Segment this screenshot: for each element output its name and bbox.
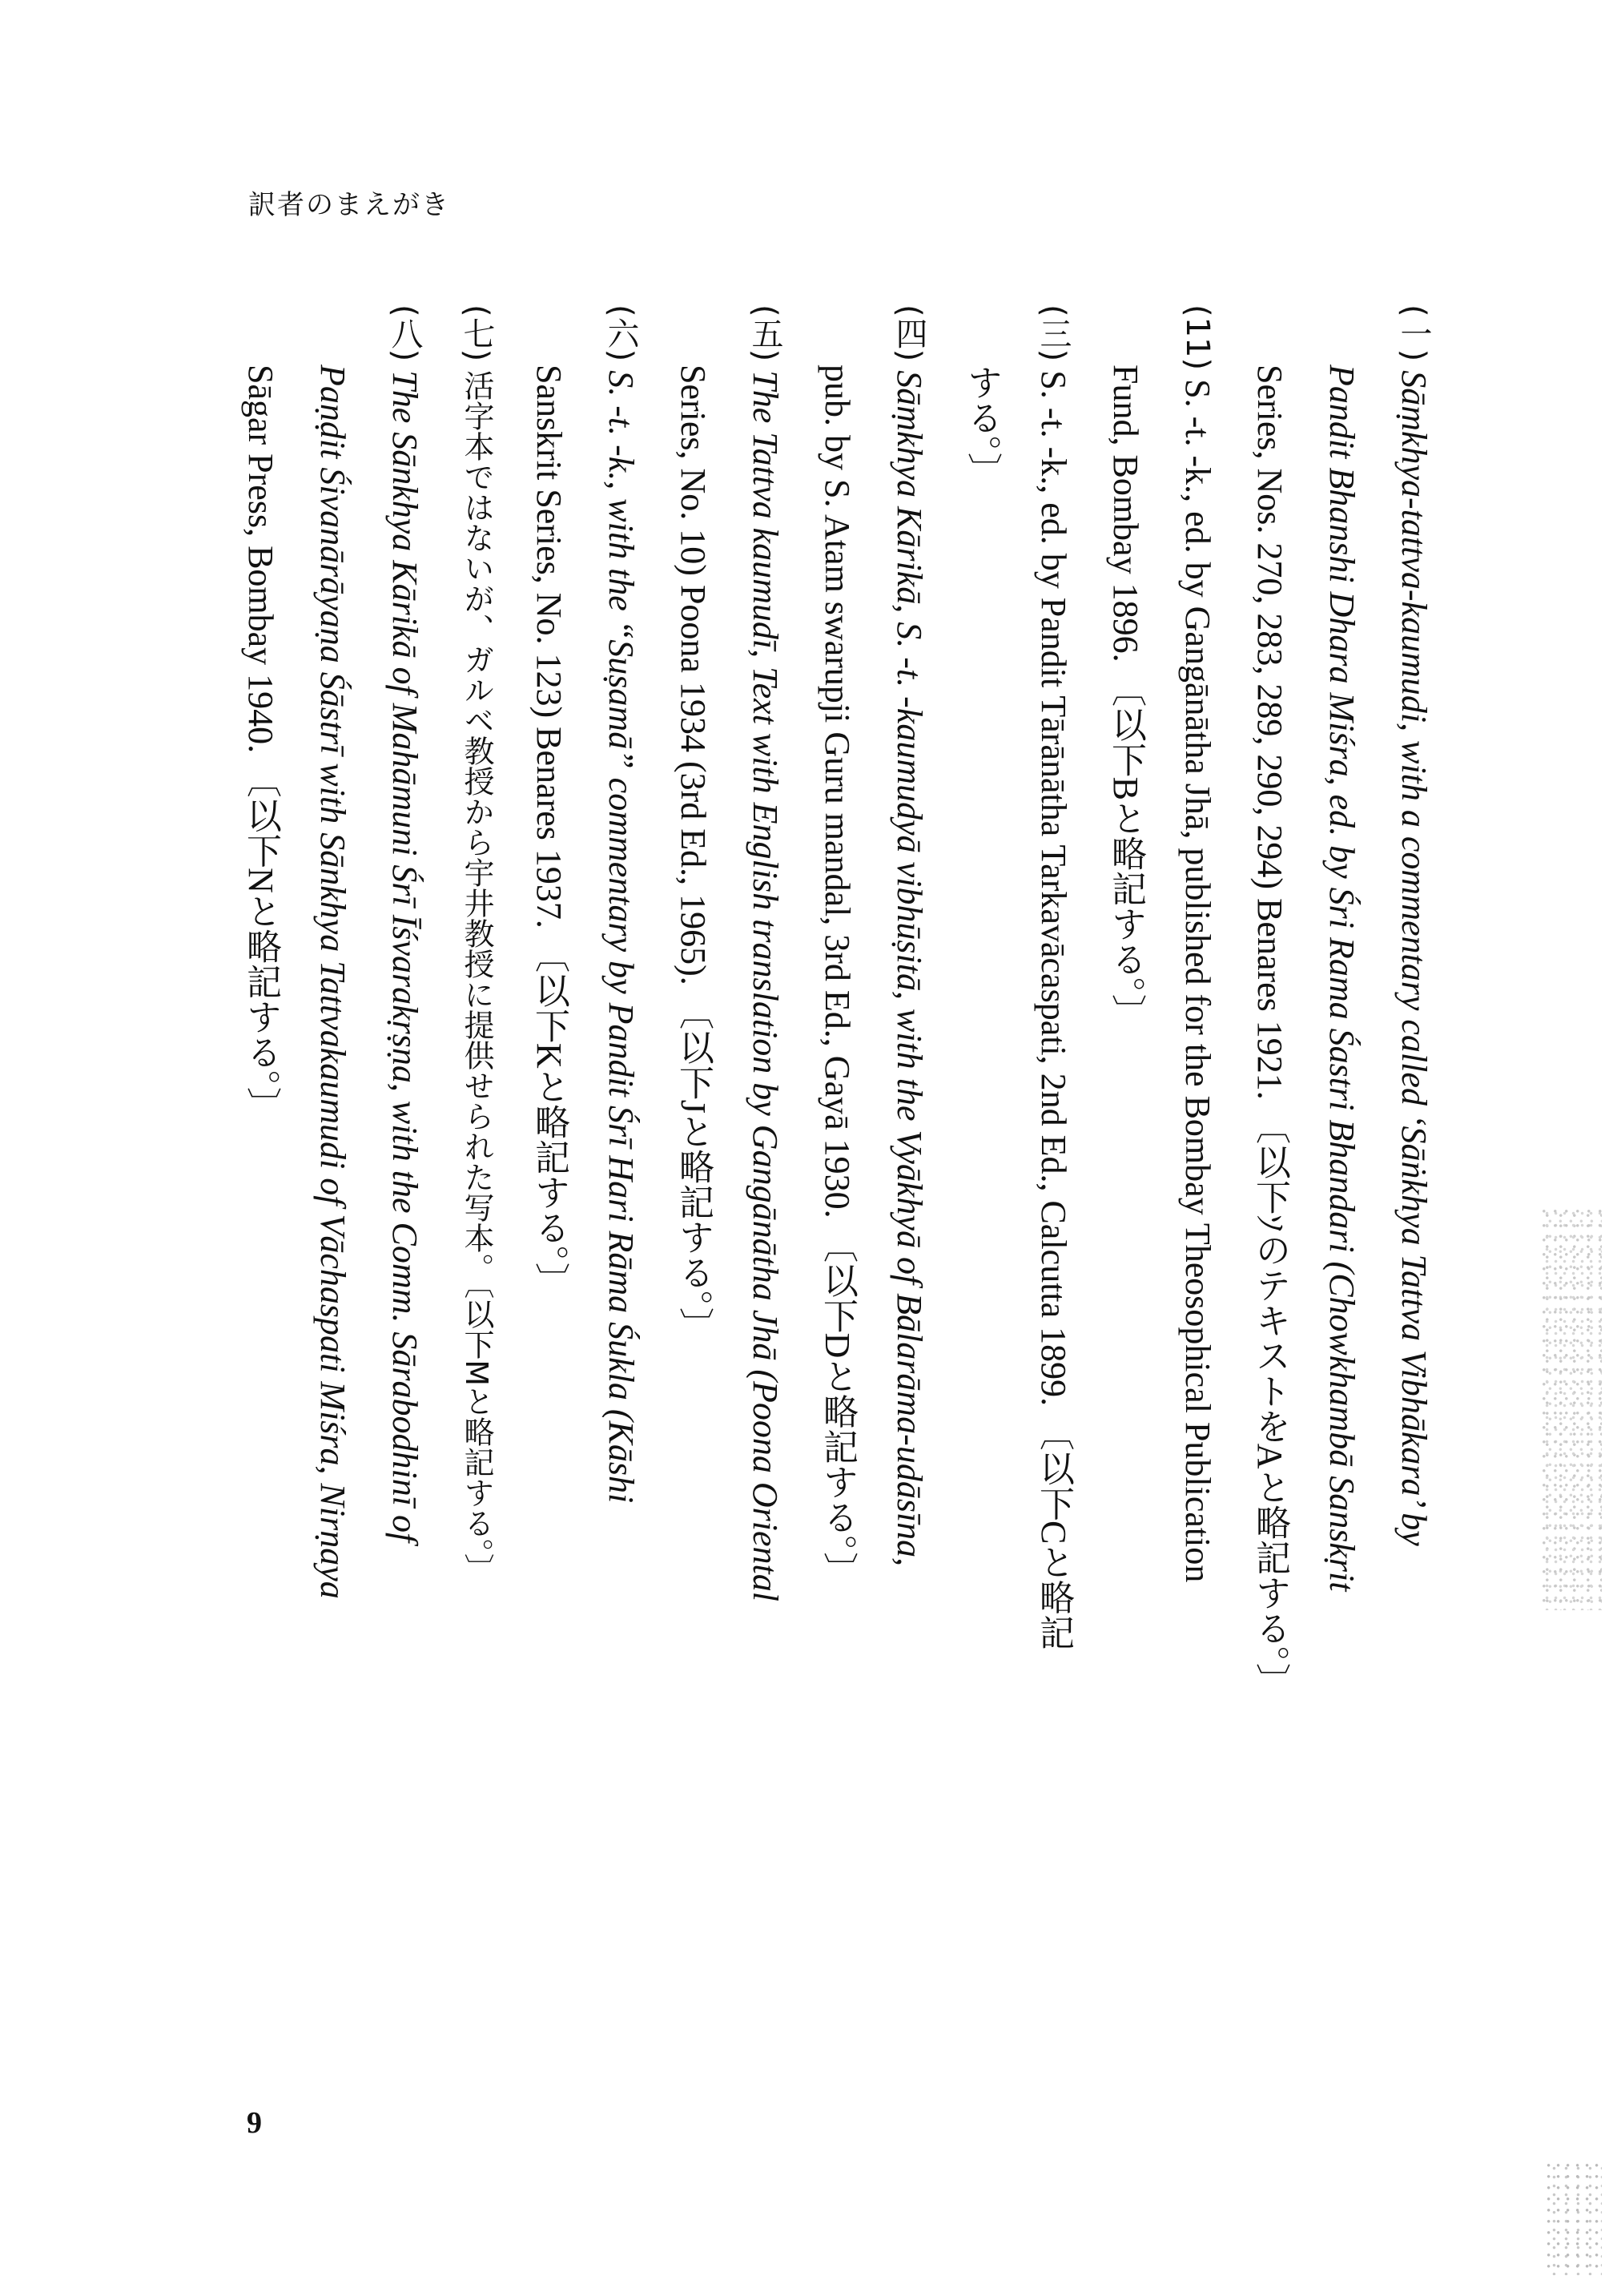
reference-column-8 <box>881 304 937 2115</box>
reference-text: S. -t. -k., ed. by Gangānātha Jhā, published for the Bombay Theosophical Publication <box>1178 379 1217 1583</box>
reference-text: The Sānkhya Kārikā of Mahāmuni Śrī Īśvarakṛṣṇa, with the Comm. Sārabodhinī of <box>385 370 424 1543</box>
reference-column-5 <box>1097 365 1153 2175</box>
reference-column-2 <box>1313 365 1370 2175</box>
reference-text: Fund, Bombay 1896. 〔以下Bと略記する。〕 <box>1106 365 1145 1029</box>
reference-text: Sāgar Press, Bombay 1940. 〔以下Nと略記する。〕 <box>241 365 280 1122</box>
reference-column-17 <box>232 365 288 2175</box>
reference-text: Sāṃkhya Kārikā, S. -t. -kaumudyā vibhūṣitā, with the Vyākhyā of Bālarāma-udāsīna, <box>890 370 929 1567</box>
reference-text: Series, No. 10) Poona 1934 (3rd Ed., 1965). 〔以下Jと略記する。〕 <box>674 365 713 1343</box>
scan-artifact <box>1546 2163 1602 2275</box>
reference-number: (四) <box>891 304 927 362</box>
reference-column-14 <box>448 304 505 2115</box>
reference-text: する。〕 <box>962 365 1001 488</box>
reference-column-12 <box>593 304 649 2115</box>
reference-text: S. -t. -k., with the “Suṣamā” commentary by Pandit Śrī Hari Rāma Śukla (Kāshi <box>601 370 641 1504</box>
reference-column-6 <box>1025 304 1081 2115</box>
reference-column-1 <box>1386 304 1442 2115</box>
page-number: 9 <box>247 2106 262 2140</box>
reference-number: (五) <box>746 304 783 362</box>
reference-column-16 <box>304 365 360 2175</box>
reference-text: S. -t. -k., ed. by Pandit Tārānātha Tarkavācaspati, 2nd Ed., Calcutta 1899. 〔以下Cと略記 <box>1034 370 1073 1650</box>
reference-number: (八) <box>386 304 423 362</box>
reference-text: 活字本ではないが、ガルベ教授から宇井教授に提供せられた写本。〔以下Mと略記する。〕 <box>459 370 494 1585</box>
reference-text: Sanskrit Series, No. 123) Benares 1937. 〔以下Kと略記する。〕 <box>529 365 569 1298</box>
scan-artifact <box>1542 1210 1602 1610</box>
reference-number: (六) <box>602 304 639 362</box>
reference-column-15 <box>376 304 432 2115</box>
reference-number: (七) <box>458 304 495 362</box>
reference-column-9 <box>809 365 865 2175</box>
reference-column-10 <box>737 304 793 2115</box>
reference-number: (一) <box>1395 304 1432 362</box>
reference-column-4 <box>1169 304 1225 2115</box>
reference-text: The Tattva kaumudī, Text with English translation by Gangānātha Jhā (Poona Oriental <box>746 370 785 1601</box>
reference-number: (三) <box>1035 304 1072 362</box>
reference-column-7 <box>953 365 1009 2175</box>
reference-column-3 <box>1241 365 1297 2175</box>
reference-column-13 <box>521 365 577 2175</box>
reference-text: Sāṃkhya-tattva-kaumudi, with a commentary called ‘Sāṅkhya Tattva Vibhākara’ by <box>1394 370 1434 1546</box>
reference-text: Series, Nos. 270, 283, 289, 290, 294) Benares 1921. 〔以下ｿのテキストをAと略記する。〕 <box>1250 365 1289 1698</box>
reference-column-11 <box>665 365 721 2175</box>
reference-text: Paṇḍit Śivanārāyaṇa Śāstrī with Sānkhya Tattvakaumudi of Vāchaspati Miśra, Nirṇaya <box>313 365 352 1599</box>
running-title: 訳者のまえがき <box>248 189 450 221</box>
reference-text: pub. by S. Atam swarupji Guru mandal, 3rd Ed., Gayā 1930. 〔以下Dと略記する。〕 <box>818 365 857 1588</box>
reference-number: (11) <box>1179 304 1216 371</box>
reference-text: Pandit Bhanshi Dhara Miśra, ed. by Śri Rama Śastri Bhandari (Chowkhambā Sanskṛit <box>1322 365 1362 1592</box>
